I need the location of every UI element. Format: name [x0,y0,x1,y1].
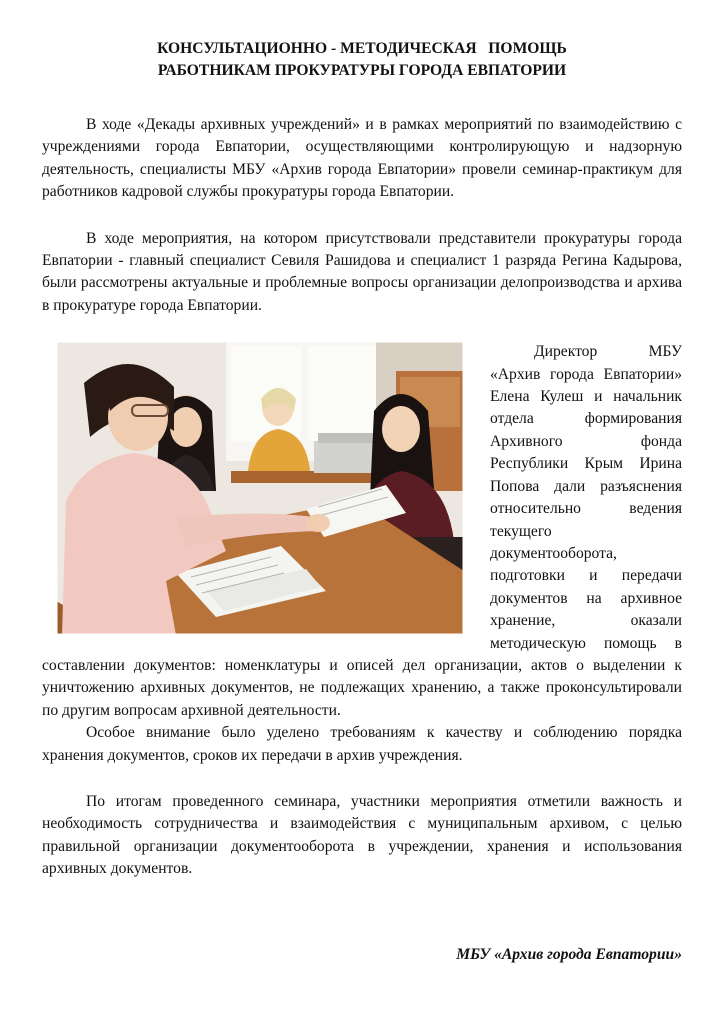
title-line-1: КОНСУЛЬТАЦИОННО - МЕТОДИЧЕСКАЯ ПОМОЩЬ [157,40,567,57]
seminar-photo [56,341,464,635]
title-line-2: РАБОТНИКАМ ПРОКУРАТУРЫ ГОРОДА ЕВПАТОРИИ [157,62,567,79]
document-page [42,38,682,881]
paragraph-5: По итогам проведенного семинара, участники мероприятия отметили важность и необходимость сотрудничества и взаимодействия с муниципальным архивом, с целью правильной организации документооборота в учреждении, хранения и использования архивных документов. [42,792,682,878]
paragraph-2: В ходе мероприятия, на котором присутствовали представители прокуратуры города Евпатории - главный специалист Севиля Рашидова и специалист 1 разряда Регина Кадырова, были рассмотрены актуальные и проблемные вопросы организации делопроизводства и архива в прокуратуре города Евпатории. [42,229,682,314]
document-title [42,38,682,82]
photo-text-block [42,341,682,722]
paragraph-1: В ходе «Декады архивных учреждений» и в рамках мероприятий по взаимодействию с учреждениями города Евпатории, осуществляющими контролирующую и надзорную деятельность, специалисты МБУ «Архив города Евпатории» провели семинар-практикум для работников кадровой службы прокуратуры города Евпатории. [42,116,682,201]
seminar-photo-image [56,341,464,635]
signature: МБУ «Архив города Евпатории» [456,946,682,963]
paragraph-3: Директор МБУ «Архив города Евпатории» Елена Кулеш и начальник отдела формирования Архивного фонда Республики Крым Ирина Попова дали разъяснения относительно ведения текущего документооборота, подготовки и передачи документов на архивное хранение, оказали методическую помощь в составлении документов: номенклатуры и описей дел организации, актов о выделении к уничтожению архивных документов, не подлежащих хранению, а также проконсультировали по другим вопросам архивной деятельности. [42,343,682,719]
paragraph-4: Особое внимание было уделено требованиям к качеству и соблюдению порядка хранения документов, сроков их передачи в архив учреждения. [42,724,682,764]
